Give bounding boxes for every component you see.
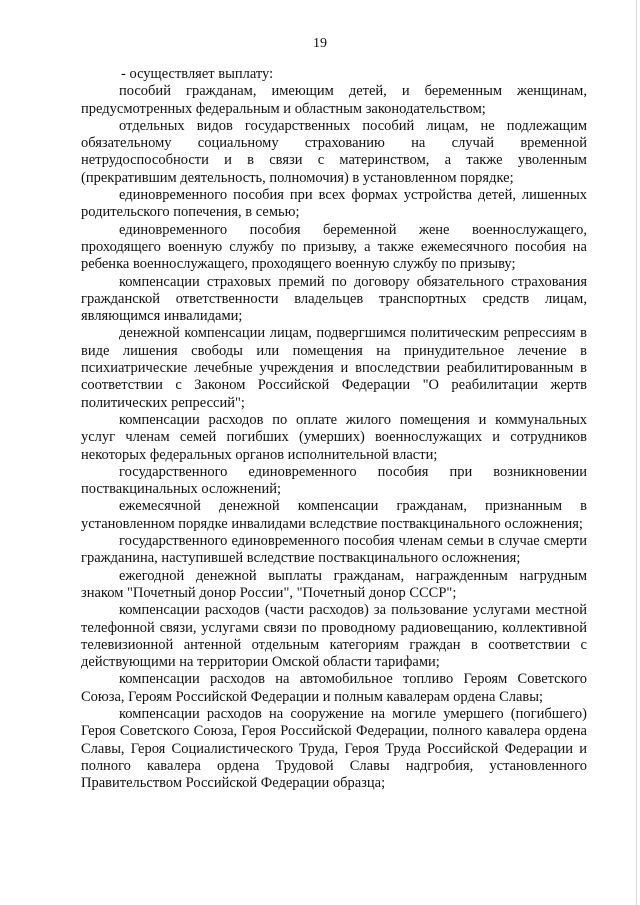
body-text <box>81 66 587 792</box>
paragraph-foster-benefit: единовременного пособия при всех формах устройства детей, лишенных родительского попечения, в семью; <box>81 187 587 221</box>
paragraph-gravestone-compensation: компенсации расходов на сооружение на могиле умершего (погибшего) Героя Советского Союза, Героя Российской Федерации, полного кавалера ордена Славы, Героя Социалистического Труда, Героя Труда Российской Федерации и полного кавалера ордена Трудовой Славы надгробия, установленного Правительством Российской Федерации образца; <box>81 705 587 792</box>
page-number: 19 <box>313 36 327 51</box>
paragraph-vaccination-death: государственного единовременного пособия членам семьи в случае смерти гражданина, наступившей вследствие поствакцинального осложнения; <box>81 533 587 567</box>
paragraph-child-benefits: пособий гражданам, имеющим детей, и беременным женщинам, предусмотренных федеральным и областным законодательством; <box>81 83 587 117</box>
paragraph-repression-compensation: денежной компенсации лицам, подвергшимся политическим репрессиям в виде лишения свободы или помещения на принудительное лечение в психиатрические лечебные учреждения и впоследствии реабилитированным в соответствии с Законом Российской Федерации "О реабилитации жертв политических репрессий"; <box>81 325 587 411</box>
paragraph-vaccination-monthly: ежемесячной денежной компенсации гражданам, признанным в установленном порядке инвалидами вследствие поствакцинального осложнения; <box>81 498 587 532</box>
paragraph-telephone-compensation: компенсации расходов (части расходов) за пользование услугами местной телефонной связи, услугами связи по проводному радиовещанию, коллективной телевизионной антенной отдельным категориям граждан в соответствии с действующими на территории Омской области тарифами; <box>81 602 587 671</box>
paragraph-military-wife-benefit: единовременного пособия беременной жене военнослужащего, проходящего военную службу по призыву, а также ежемесячного пособия на ребенка военнослужащего, проходящего военную службу по призыву; <box>81 221 587 273</box>
paragraph-fuel-compensation: компенсации расходов на автомобильное топливо Героям Советского Союза, Героям Российской Федерации и полным кавалерам ордена Славы; <box>81 671 587 705</box>
paragraph-donor-payment: ежегодной денежной выплаты гражданам, награжденным нагрудным знаком "Почетный донор России", "Почетный донор СССР"; <box>81 567 587 601</box>
paragraph-state-benefits: отдельных видов государственных пособий лицам, не подлежащим обязательному социальному страхованию на случай временной нетрудоспособности и в связи с материнством, а также уволенным (прекратившим деятельность, полномочия) в установленном порядке; <box>81 117 587 186</box>
paragraph-intro: - осуществляет выплату: <box>121 66 274 82</box>
paragraph-insurance-compensation: компенсации страховых премий по договору обязательного страхования гражданской ответственности владельцев транспортных средств лицам, являющимся инвалидами; <box>81 273 587 325</box>
paragraph-vaccination-benefit: государственного единовременного пособия при возникновении поствакцинальных осложнений; <box>81 463 587 498</box>
scan-edge-line <box>636 0 637 905</box>
paragraph-housing-compensation: компенсации расходов по оплате жилого помещения и коммунальных услуг членам семей погибших (умерших) военнослужащих и сотрудников некоторых федеральных органов исполнительной власти; <box>81 411 587 463</box>
